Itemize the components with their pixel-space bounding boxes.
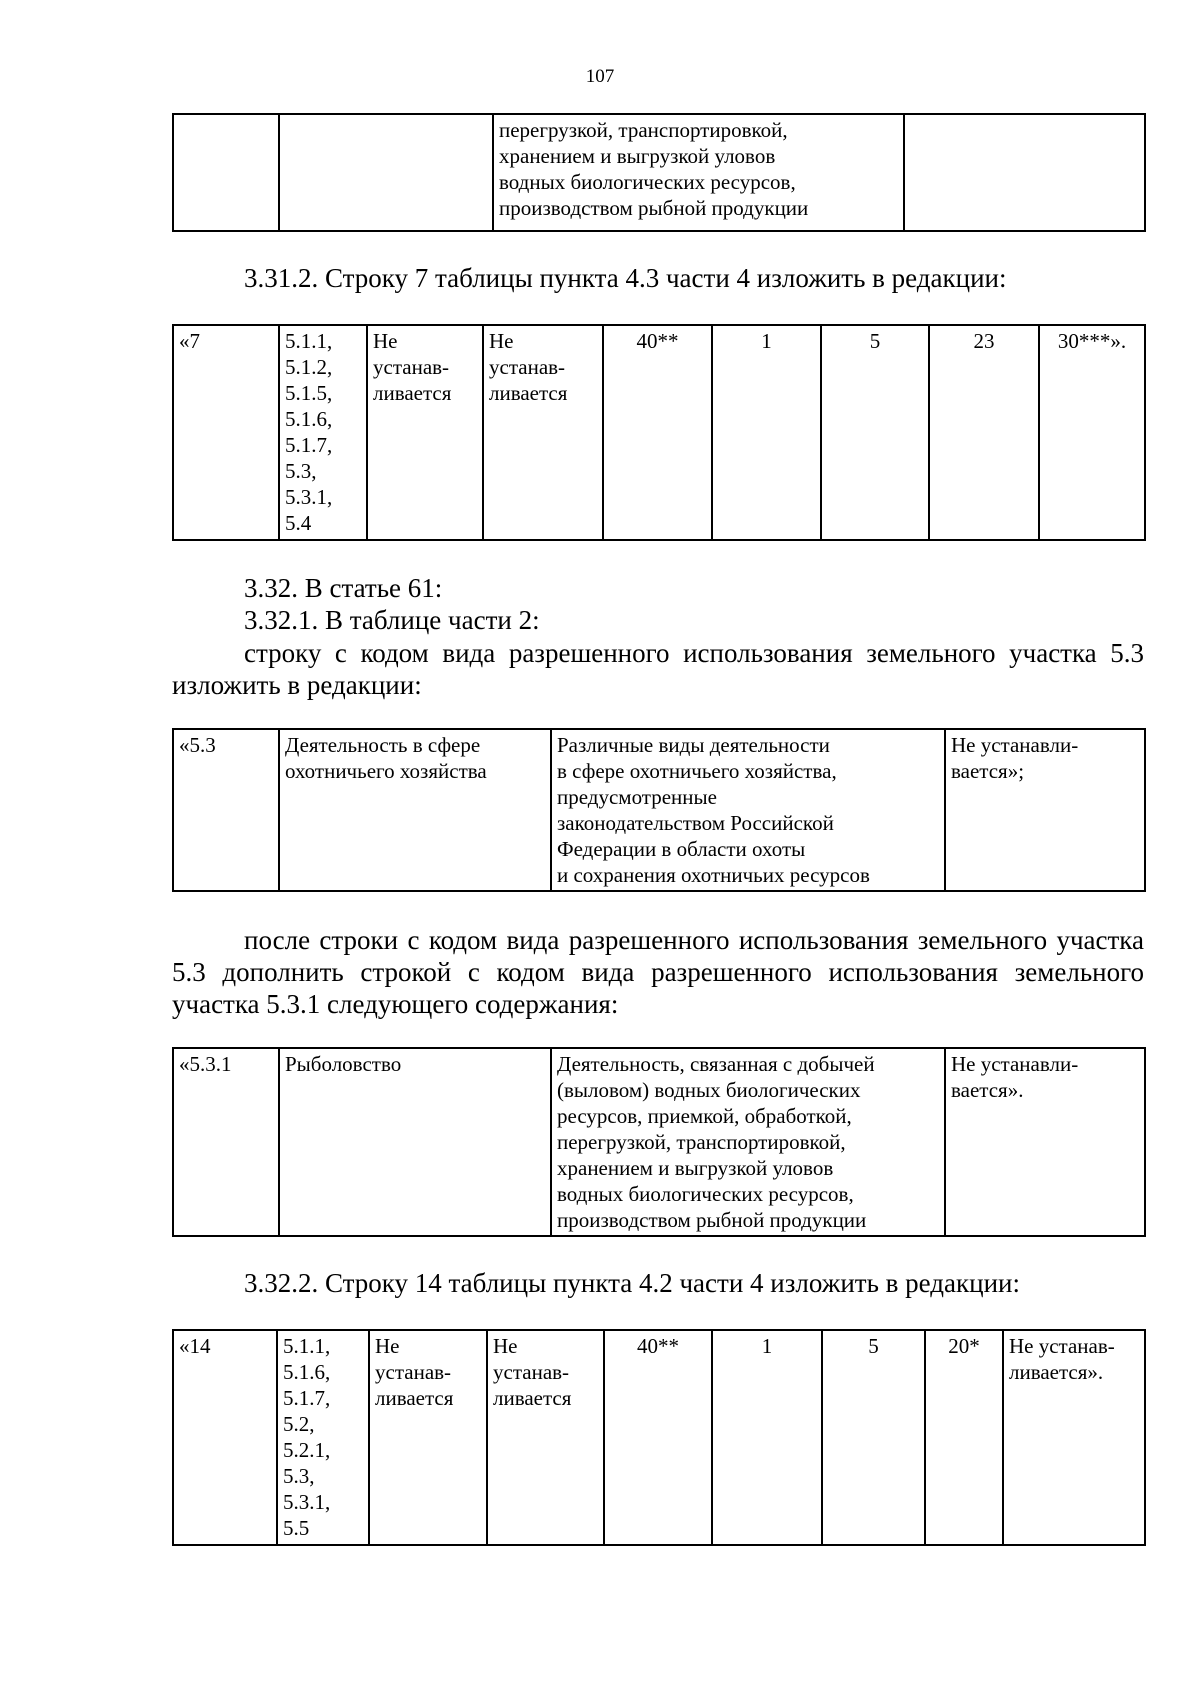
table-cell: 20* xyxy=(925,1330,1003,1545)
table-cell: 5.1.1, 5.1.2, 5.1.5, 5.1.6, 5.1.7, 5.3, 5.3.1, 5.4 xyxy=(279,325,367,540)
table-cell: «14 xyxy=(173,1330,277,1545)
table-cell: 1 xyxy=(712,325,821,540)
table-cell: Рыболовство xyxy=(279,1048,551,1236)
table-cell xyxy=(279,114,493,231)
table-cell: 1 xyxy=(712,1330,822,1545)
table-cell: 40** xyxy=(603,325,712,540)
paragraph-3-31-2: 3.31.2. Строку 7 таблицы пункта 4.3 части 4 изложить в редакции: xyxy=(244,263,1007,293)
table-cell: Различные виды деятельности в сфере охотничьего хозяйства, предусмотренные законодательством Российской Федерации в области охоты и сохранения охотничьих ресурсов xyxy=(551,729,945,891)
table-cell: 5 xyxy=(821,325,929,540)
row-14-table xyxy=(172,1329,1146,1546)
paragraph-row-5-3-line2: изложить в редакции: xyxy=(172,670,422,700)
table-cell: Не устанавли- вается». xyxy=(945,1048,1145,1236)
table-cell: «5.3 xyxy=(173,729,279,891)
table-cell: 5 xyxy=(822,1330,925,1545)
paragraph-row-5-3-line1: строку с кодом вида разрешенного использования земельного участка 5.3 xyxy=(244,638,1144,668)
page-number: 107 xyxy=(585,66,615,87)
table-cell xyxy=(173,114,279,231)
continuation-table xyxy=(172,113,1146,232)
paragraph-after-5-3: после строки с кодом вида разрешенного использования земельного участка 5.3 дополнить строкой с кодом вида разрешенного использования земельного участка 5.3.1 следующего содержания: xyxy=(172,925,1144,1019)
table-cell: Не устанав- ливается». xyxy=(1003,1330,1145,1545)
table-cell: Не устанав- ливается xyxy=(369,1330,487,1545)
paragraph-3-32: 3.32. В статье 61: xyxy=(244,573,443,603)
table-row xyxy=(173,114,1145,231)
table-cell: Не устанав- ливается xyxy=(367,325,483,540)
row-7-table xyxy=(172,324,1146,541)
paragraph-3-32-2: 3.32.2. Строку 14 таблицы пункта 4.2 части 4 изложить в редакции: xyxy=(244,1268,1020,1298)
table-cell: Не устанав- ливается xyxy=(487,1330,604,1545)
table-row xyxy=(173,1048,1145,1236)
paragraph-3-32-1: 3.32.1. В таблице части 2: xyxy=(244,605,540,635)
table-cell: Деятельность, связанная с добычей (выловом) водных биологических ресурсов, приемкой, обработкой, перегрузкой, транспортировкой, хранением и выгрузкой уловов водных биологических ресурсов, производством рыбной продукции xyxy=(551,1048,945,1236)
table-cell: Деятельность в сфере охотничьего хозяйства xyxy=(279,729,551,891)
table-cell: Не устанавли- вается»; xyxy=(945,729,1145,891)
table-cell: Не устанав- ливается xyxy=(483,325,603,540)
table-cell: «7 xyxy=(173,325,279,540)
table-cell xyxy=(904,114,1145,231)
table-cell: 23 xyxy=(929,325,1039,540)
table-row xyxy=(173,1330,1145,1545)
row-5-3-1-table xyxy=(172,1047,1146,1237)
table-cell: перегрузкой, транспортировкой, хранением и выгрузкой уловов водных биологических ресурсов, производством рыбной продукции xyxy=(493,114,904,231)
table-cell: 5.1.1, 5.1.6, 5.1.7, 5.2, 5.2.1, 5.3, 5.3.1, 5.5 xyxy=(277,1330,369,1545)
table-cell: 30***». xyxy=(1039,325,1145,540)
table-cell: 40** xyxy=(604,1330,712,1545)
table-cell: «5.3.1 xyxy=(173,1048,279,1236)
table-row xyxy=(173,325,1145,540)
table-row xyxy=(173,729,1145,891)
row-5-3-table xyxy=(172,728,1146,892)
